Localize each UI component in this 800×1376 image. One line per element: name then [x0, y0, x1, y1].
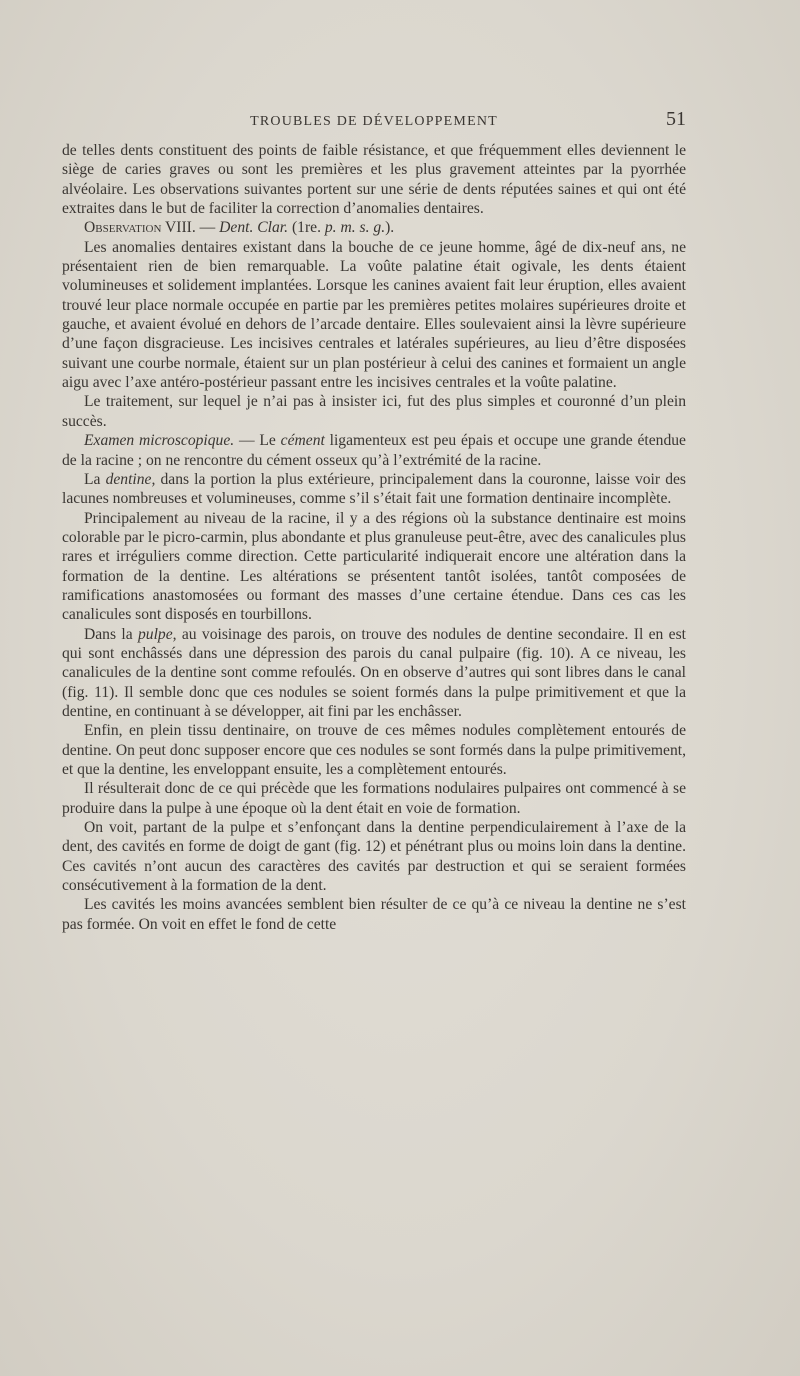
paragraph: [62, 238, 686, 393]
text-run: —: [195, 219, 220, 237]
text-run: (1re.: [288, 219, 325, 237]
text-run: Principalement au niveau de la racine, il y a des régions où la substance dentinaire est moins colorable par le picro-carmin, plus abondante et plus granuleuse peut-être, avec des canalicules plus rares et irréguliers comme direction. Cette particularité indiquerait encore une altération dans la formation de la dentine. Les altérations se présentent tantôt isolées, tantôt composées de ramifications anastomosées ou formant des masses d’une certaine étendue. Dans ces cas les canalicules sont disposés en tourbillons.: [62, 509, 686, 624]
paragraph: [62, 141, 686, 218]
paragraph: [62, 392, 686, 431]
page-number: 51: [666, 108, 686, 130]
paragraph: [62, 431, 686, 470]
page-header: [62, 108, 686, 134]
body-text: [62, 141, 686, 934]
text-run: Le traitement, sur lequel je n’ai pas à insister ici, fut des plus simples et couronné d’un plein succès.: [62, 393, 686, 430]
paragraph: [62, 779, 686, 818]
text-run: ligamenteux est peu épais et occupe une grande étendue de la racine ; on ne rencontre du cément osseux qu’à l’extrémité de la racine.: [62, 432, 686, 469]
text-run: Les anomalies dentaires existant dans la bouche de ce jeune homme, âgé de dix-neuf ans, ne présentaient rien de bien remarquable. La voûte palatine était ogivale, les dents étaient volumineuses et solidement implantées. Lorsque les canines avaient fait leur éruption, elles avaient trouvé leur place normale occupée en partie par les premières petites molaires supérieures droite et gauche, et avaient évolué en dehors de l’arcade dentaire. Elles soulevaient ainsi la lèvre supérieure d’une façon disgracieuse. Les incisives centrales et latérales supérieures, au lieu d’être disposées suivant une courbe normale, étaient sur un plan postérieur à celui des canines et formaient un angle aigu avec l’axe antéro-postérieur passant entre les incisives centrales et la voûte palatine.: [62, 238, 686, 392]
paragraph: [62, 509, 686, 625]
text-run: ).: [385, 219, 395, 237]
italic-text: cément: [280, 432, 325, 450]
text-run: La: [84, 470, 106, 488]
text-run: Enfin, en plein tissu dentinaire, on trouve de ces mêmes nodules complètement entourés de dentine. On peut donc supposer encore que ces nodules se sont formés dans la pulpe primitivement, et que la dentine, les enveloppant ensuite, les a complètement entourés.: [62, 722, 686, 778]
italic-text: Dent. Clar.: [219, 219, 289, 237]
italic-text: dentine,: [105, 470, 156, 488]
paragraph: [62, 818, 686, 895]
text-run: Les cavités les moins avancées semblent bien résulter de ce qu’à ce niveau la dentine ne s’est pas formée. On voit en effet le fond de cette: [62, 896, 686, 933]
text-run: de telles dents constituent des points de faible résistance, et que fréquemment elles deviennent le siège de caries graves ou sont les premières et les plus gravement atteintes par la pyorrhée alvéolaire. Les observations suivantes portent sur une série de dents réputées saines et qui ont été extraites dans le but de faciliter la correction d’anomalies dentaires.: [62, 142, 686, 218]
text-run: Il résulterait donc de ce qui précède que les formations nodulaires pulpaires ont commencé à se produire dans la pulpe à une époque où la dent était en voie de formation.: [62, 780, 686, 817]
italic-text: p. m. s. g.: [324, 219, 386, 237]
text-run: On voit, partant de la pulpe et s’enfonçant dans la dentine perpendiculairement à l’axe de la dent, des cavités en forme de doigt de gant (fig. 12) et pénétrant plus ou moins loin dans la dentine. Ces cavités n’ont aucun des caractères des cavités par destruction et qui se seraient formées consécutivement à la formation de la dent.: [62, 819, 686, 895]
italic-text: pulpe,: [137, 625, 177, 643]
paragraph: [62, 721, 686, 779]
paragraph: [62, 625, 686, 722]
text-run: au voisinage des parois, on trouve des nodules de dentine secondaire. Il en est qui sont enchâssés dans une dépression des parois du canal pulpaire (fig. 10). A ce niveau, les canalicules de la dentine sont comme refoulés. On en observe d’autres qui sont libres dans le canal (fig. 11). Il semble donc que ces nodules se soient formés dans la pulpe primitivement et que la dentine, en continuant à se développer, ait fini par les enchâsser.: [62, 625, 686, 720]
paragraph: [62, 470, 686, 509]
running-head: TROUBLES DE DÉVELOPPEMENT: [250, 114, 498, 129]
paragraph: [62, 895, 686, 934]
small-caps-text: Observation VIII.: [84, 219, 196, 237]
text-run: — Le: [234, 432, 281, 450]
paragraph: [62, 218, 686, 237]
text-run: dans la portion la plus extérieure, principalement dans la couronne, laisse voir des lacunes nombreuses et volumineuses, comme s’il s’était fait une formation dentinaire incomplète.: [62, 470, 686, 508]
italic-text: Examen microscopique.: [84, 432, 235, 450]
text-run: Dans la: [84, 625, 138, 643]
